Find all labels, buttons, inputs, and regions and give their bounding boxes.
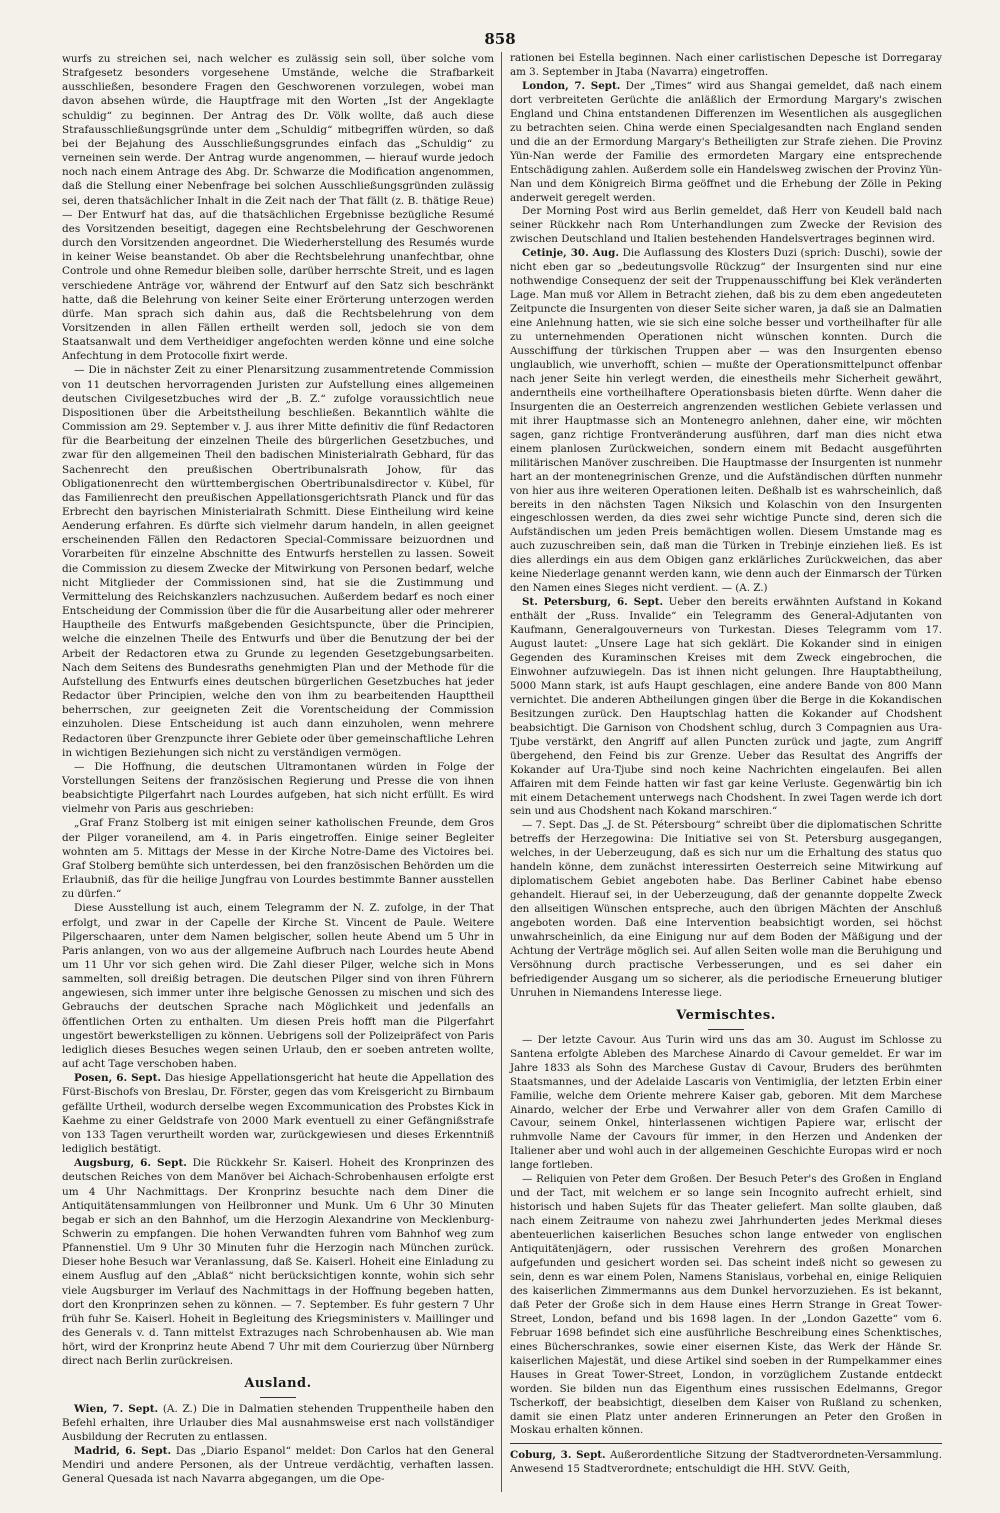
article-text: — Der letzte Cavour. Aus Turin wird uns das am 30. August im Schlosse zu Santena erfolgte Ableben des Marchese Ainardo di Cavour gemeldet. Er war im Jahre 1833 als Sohn des Marchese Gustav di Cavour, Bruders des berühmten Staatsmannes, und der Adelaide Lascaris von Ventimiglia, der letzten Erbin einer Familie, welche dem Oriente mehrere Kaiser gab, geboren. Mit dem Marchese Ainardo, welcher der Erbe und Verwahrer aller von dem Grafen Camillo di Cavour, seinem Onkel, hinterlassenen wichtigen Papiere war, erlischt der ruhmvolle Name der Cavours für immer, in den Herzen und Andenken der Italiener aber und wohl auch in der allgemeinen Geschichte Europas wird er noch lange fortleben. — [510, 1033, 942, 1172]
heading-rule — [260, 1397, 296, 1398]
article-paragraph — [62, 816, 494, 901]
vermischtes-article-list — [510, 1034, 942, 1439]
article-text: Die Rückkehr Sr. Kaiserl. Hoheit des Kronprinzen des deutschen Reiches von dem Manöver bei Aichach-Schrobenhausen erfolgte erst um 4 Uhr Nachmittags. Der Kronprinz besuchte nach dem Diner die Antiquitätensammlungen von Heilbronner und Munk. Um 6 Uhr 30 Minuten begab er sich an den Bahnhof, um die Herzogin Alexandrine von Mecklenburg-Schwerin zu empfangen. Die hohen Verwandten fuhren vom Bahnhof weg zum Pfannenstiel. Um 9 Uhr 30 Minuten fuhr die Herzogin nach München zurück. Dieser hohe Besuch war Veranlassung, daß Se. Kaiserl. Hoheit eine Einladung zu einem Ausflug auf den „Ablaß“ nicht berücksichtigen konnte, wohin sich sehr viele Augsburger im Verlauf des Nachmittags in der Hoffnung begeben hatten, dort den Kronprinzen sehen zu können. — 7. September. Es fuhr gestern 7 Uhr früh fuhr Se. Kaiserl. Hoheit in Begleitung des Kriegsministers v. Maillinger und des Generals v. d. Tann mittelst Extrazuges nach Schrobenhausen ab. Wie man hört, wird der Kronprinz heute Abend 7 Uhr mit dem Courierzug über Nürnberg direct nach Berlin zurückreisen. — [62, 1157, 494, 1368]
article-text: — Reliquien von Peter dem Großen. Der Besuch Peter's des Großen in England und der Tact, mit welchem er so lange sein Incognito aufrecht erhielt, sind historisch und haben Sujets für das Theater geliefert. Man sollte glauben, daß nach einem Zeitraume von nahezu zwei Jahrhunderten jedes Merkmal dieses abenteuerlichen kaiserlichen Besuches schon lange entweder von englischen Antiquitätenjägern, oder russischen Verehrern des großen Monarchen aufgefunden und gesichert worden sei. Das scheint indeß nicht so gewesen zu sein, denn es war einem Polen, Namens Stanislaus, vorbehal en, einige Reliquien des kaiserlichen Zimmermanns aus dem Dunkel hervorzuziehen. Es ist bekannt, daß Peter der Große sich in dem Hause eines Herrn Strange in Great Tower-Street, London, befand und bis 1698 lagen. In der „London Gazette“ vom 6. Februar 1698 befindet sich eine ausführliche Beschreibung eines Schenktisches, eines Bücherschrankes, sowie einer eisernen Kiste, das Werk der Hände Sr. kaiserlichen Majestät, und diese Artikel sind soeben in der Rumpelkammer eines Hauses in Great Tower-Street, London, in vorzüglichem Zustande entdeckt worden. Sie bilden nun das Eigenthum eines russischen Edelmanns, Gregor Tscherkoff, der beabsichtigt, dieselben dem Kaiser von Rußland zu schenken, damit sie einen Platz unter anderen Erinnerungen an Peter den Großen in Moskau erhalten können. — [510, 1173, 942, 1437]
article-paragraph — [62, 1402, 494, 1444]
dateline: Madrid, 6. Sept. — [74, 1445, 172, 1458]
article-text: Der „Times“ wird aus Shangai gemeldet, daß nach einem dort verbreiteten Gerüchte die anläßlich der Ermordung Margary's zwischen England und China entstandenen Differenzen im Wesentlichen als ausgeglichen zu betrachten seien. China werde einen Specialgesandten nach England senden und die an der Ermordung Margary's Betheiligten zur Strafe ziehen. Die Provinz Yün-Nan werde der Familie des ermordeten Margary eine entsprechende Entschädigung zahlen. Außerdem solle ein Handelsweg zwischen der Provinz Yün-Nan und dem Königreich Birma geöffnet und die Erhebung der Zölle in Peking anderweit geregelt werden. — [510, 79, 942, 204]
right-article-list — [510, 52, 942, 1001]
article-paragraph — [62, 760, 494, 817]
article-paragraph — [510, 80, 942, 206]
dateline: London, 7. Sept. — [522, 79, 621, 92]
heading-rule — [708, 1029, 744, 1030]
article-text: rationen bei Estella beginnen. Nach einer carlistischen Depesche ist Dorregaray am 3. September in Jtaba (Navarra) eingetroffen. — [510, 52, 942, 78]
article-text: Ueber den bereits erwähnten Aufstand in Kokand enthält der „Russ. Invalide“ ein Telegramm des General-Adjutanten von Kaufmann, Generalgouverneurs von Turkestan. Dieses Telegramm vom 17. August lautet: „Unsere Lage hat sich geklärt. Die Kokander sind in einigen Gegenden des Kuraminschen Kreises mit dem Zweck eingebrochen, die Einwohner aufzuwiegeln. Das ist ihnen nicht gelungen. Ihre Hauptabtheilung, 5000 Mann stark, ist aufs Haupt geschlagen, eine andere Bande von 800 Mann vernichtet. Die anderen Abtheilungen gingen über die Berge in die Kokandischen Besitzungen zurück. Den Hauptschlag hatten die Kokander auf Chodshent beabsichtigt. Die Garnison von Chodshent schlug, durch 3 Compagnien aus Ura-Tjube verstärkt, den Angriff auf allen Puncten zurück und jagte, zum Angriff übergehend, den Feind bis zur Grenze. Ueber das Resultat des Angriffs der Kokander auf Ura-Tjube sind noch keine Nachrichten eingelaufen. Bei allen Affairen mit dem Feinde hatten wir fast gar keine Verluste. Gegenwärtig bin ich mit einem Detachement unterwegs nach Chodshent. In zwei Tagen werde ich dort sein und aus Chodshent nach Kokand marschiren.“ — [510, 596, 942, 818]
article-paragraph — [62, 1156, 494, 1368]
separator-rule — [510, 1443, 942, 1444]
column-divider — [501, 52, 502, 1492]
article-text: Die Auflassung des Klosters Duzi (sprich: Duschi), sowie der nicht eben gar so „bedeutungsvolle Rückzug“ der Insurgenten sind nur eine nothwendige Consequenz der seit der Truppenausschiffung bei Klek veränderten Lage. Man muß vor Allem in Betracht ziehen, daß bis zu dem eben angedeuteten Zeitpuncte die Insurgenten von dieser Seite sicher waren, ja daß sie an Dalmatien eine Anlehnung hatten, wie sie sich eine solche besser und vortheilhafter für alle zu unternehmenden Operationen nicht wünschen konnten. Durch die Ausschiffung der türkischen Truppen aber — was den Insurgenten ebenso unglaublich, wie unverhofft, schien — mußte der Operationsmittelpunct offenbar nach jener Seite hin verlegt werden, die einestheils mehr Sicherheit gewährt, anderntheils eine vortheilhaftere Operationsbasis bieten dürfte. Wenn daher die Insurgenten die an Oesterreich angrenzenden westlichen Gebiete verlassen und mit ihrer Hauptmasse sich an Montenegro anlehnen, daher eine, wir möchten sagen, ganz richtige Frontveränderung ausführen, darf man dies nicht etwa einem planlosen Zurückweichen, sondern einem mit Bedacht ausgeführten militärischen Manöver zuschreiben. Die Hauptmasse der Insurgenten ist nunmehr hart an der montenegrinischen Grenze, und die Aufständischen dürften nunmehr von hier aus ihre weiteren Operationen leiten. Deßhalb ist es wahrscheinlich, daß bereits in den nächsten Tagen Niksich und Kolaschin von den Insurgenten eingeschlossen werden, da dies zwei sehr wichtige Puncte sind, deren sich die Aufständischen um jeden Preis bemächtigen wollen. Diesem Umstande mag es auch zuzuschreiben sein, daß man die Türken in Trebinje einziehen ließ. Es ist dies allerdings ein aus dem Obigen ganz erklärliches Zurückweichen, das aber keine Niederlage genannt werden kann, wie denn auch der Einmarsch der Türken den Namen eines Sieges nicht verdient. — (A. Z.) — [510, 247, 942, 595]
section-heading-vermischtes: Vermischtes. — [676, 1007, 776, 1023]
section-heading-ausland: Ausland. — [244, 1375, 312, 1391]
article-text: wurfs zu streichen sei, nach welcher es zulässig sein soll, über solche vom Strafgesetz besonders vorgesehene Umstände, welche die Strafbarkeit ausschließen, besondere Fragen den Geschworenen vorzulegen, wobei man davon absehen würde, die Hauptfrage mit den Worten „Ist der Angeklagte schuldig“ zu beginnen. Der Antrag des Dr. Völk wollte, daß auch diese Strafausschließungsgründe unter dem „Schuldig“ mitbegriffen würden, so daß bei der Bejahung des Ausschließungsgrundes einfach das „Schuldig“ zu verneinen sein werde. Der Antrag wurde angenommen, — hierauf wurde jedoch noch nach einem Antrage des Abg. Dr. Schwarze die Modification angenommen, daß die Stellung einer Nebenfrage bei solchen Ausschließungsgründen zulässig sei, deren thatsächlicher Inhalt in die Zeit nach der That fällt (z. B. thätige Reue) — Der Entwurf hat das, auf die thatsächlichen Ergebnisse bezügliche Resumé des Vorsitzenden beseitigt, dagegen eine Rechtsbelehrung der Geschworenen durch den Vorsitzenden angeordnet. Die Wiederherstellung des Resumés wurde in keiner Weise beanstandet. Ob aber die Rechtsbelehrung unanfechtbar, ohne Controle und ohne Remedur bleiben solle, darüber herrschte Streit, und es lagen verschiedene Anträge vor, während der Entwurf auf den Satz sich beschränkt hatte, daß die Belehrung von keiner Seite einer Erörterung unterzogen werden dürfe. Man sprach sich dahin aus, daß die Rechtsbelehrung von dem Vorsitzenden in allen Fällen ertheilt werden soll, jedoch sie von dem Staatsanwalt und dem Vertheidiger angefochten werden könne und eine solche Anfechtung in dem Protocolle fixirt werde. — [62, 53, 494, 363]
article-text: Der Morning Post wird aus Berlin gemeldet, daß Herr von Keudell bald nach seiner Rückkehr nach Rom Unterhandlungen zum Zwecke der Revision des zwischen Deutschland und Italien bestehenden Handelsvertrages beginnen wird. — [510, 205, 942, 246]
coburg-article — [510, 1449, 942, 1477]
article-paragraph — [510, 205, 942, 247]
article-paragraph — [510, 596, 942, 819]
article-text: Das hiesige Appellationsgericht hat heute die Appellation des Fürst-Bischofs von Breslau, Dr. Förster, gegen das vom Kreisgericht zu Birnbaum gefällte Urtheil, wodurch derselbe wegen Excommunication des Probstes Kick in Kaehme zu einer Geldstrafe von 2000 Mark eventuell zu einer Gefängnißstrafe von 133 Tagen verurtheilt worden war, zurückgewiesen und dieses Erkenntniß lediglich bestätigt. — [62, 1072, 494, 1156]
left-column — [62, 52, 494, 1487]
article-paragraph — [510, 247, 942, 596]
article-paragraph — [62, 363, 494, 759]
left-article-list — [62, 52, 494, 1369]
page-number: 858 — [484, 30, 516, 48]
article-paragraph — [62, 52, 494, 363]
dateline: Cetinje, 30. Aug. — [522, 247, 619, 260]
article-text: — Die Hoffnung, die deutschen Ultramontanen würden in Folge der Vorstellungen Seitens der französischen Regierung und Presse die von ihnen beabsichtigte Pilgerfahrt nach Lourdes aufgeben, hat sich nicht erfüllt. Es wird vielmehr von Paris aus geschrieben: — [62, 760, 494, 816]
article-paragraph — [62, 1444, 494, 1486]
dateline: St. Petersburg, 6. Sept. — [522, 596, 664, 609]
article-paragraph — [510, 1173, 942, 1438]
article-text: Diese Ausstellung ist auch, einem Telegramm der N. Z. zufolge, in der That erfolgt, und zwar in der Capelle der Kirche St. Vincent de Paule. Weitere Pilgerschaaren, unter dem Namen belgischer, sollen heute Abend um 5 Uhr in Paris anlangen, von wo aus der allgemeine Aufbruch nach Lourdes heute Abend um 11 Uhr vor sich gehen wird. Die Zahl dieser Pilger, welche sich in Mons sammelten, soll dreißig betragen. Die deutschen Pilger sind von ihren Führern angewiesen, sich immer unter ihre belgische Genossen zu mischen und sich des Gebrauchs der deutschen Sprache nach Möglichkeit und jedenfalls an öffentlichen Orten zu enthalten. Um diesen Preis hofft man die Pilgerfahrt ungestört bewerkstelligen zu können. Uebrigens soll der Polizeipräfect von Paris lediglich dieses Besuches wegen seinen Urlaub, den er soeben antreten wollte, auf acht Tage verschoben haben. — [62, 902, 494, 1071]
right-column — [510, 52, 942, 1477]
article-paragraph — [510, 1034, 942, 1174]
dateline: Coburg, 3. Sept. — [510, 1449, 606, 1462]
article-text: „Graf Franz Stolberg ist mit einigen seiner katholischen Freunde, dem Gros der Pilger voraneilend, am 4. in Paris eingetroffen. Einige seiner Begleiter wohnten am 5. Mittags der Messe in der Kirche Notre-Dame des Victoires bei. Graf Stolberg bemühte sich unterdessen, bei den französischen Behörden um die Erlaubniß, das für die heilige Jungfrau von Lourdes bestimmte Banner ausstellen zu dürfen.“ — [62, 817, 494, 901]
article-paragraph — [510, 52, 942, 80]
article-text: Außerordentliche Sitzung der Stadtverordneten-Versammlung. Anwesend 15 Stadtverordnete; entschuldigt die HH. StVV. Geith, — [510, 1449, 942, 1476]
ausland-article-list — [62, 1402, 494, 1487]
article-text: — 7. Sept. Das „J. de St. Pétersbourg“ schreibt über die diplomatischen Schritte betreffs der Herzegowina: Die Initiative sei von St. Petersburg ausgegangen, welches, in der Ueberzeugung, daß es sich nur um die Erhaltung des status quo handeln könne, dem zunächst interessirten Oesterreich seine Mitwirkung auf diplomatischem Gebiet angeboten habe. Das Berliner Cabinet habe ebenso gehandelt. Hierauf sei, in der Ueberzeugung, daß der genannte doppelte Zweck den allseitigen Wünschen entspreche, auch den übrigen Mächten der Anschluß angeboten worden. Daß eine Intervention beabsichtigt worden, sei höchst unwahrscheinlich, da eine Einigung nur auf dem Boden der Mäßigung und der Achtung der Verträge möglich sei. Auf allen Seiten wolle man die Beruhigung und Versöhnung durch practische Verbesserungen, und es sei daher ein befriedigender Ausgang um so sicherer, als die periodische Erneuerung blutiger Unruhen in Niemandens Interesse liege. — [510, 819, 942, 999]
article-paragraph — [62, 901, 494, 1071]
article-paragraph — [62, 1071, 494, 1156]
article-text: Das „Diario Espanol“ meldet: Don Carlos hat den General Mendiri und andere Personen, als der Untreue verdächtig, verhaften lassen. General Quesada ist nach Navarra abgegangen, um die Ope- — [62, 1445, 494, 1486]
article-text: — Die in nächster Zeit zu einer Plenarsitzung zusammentretende Commission von 11 deutschen hervorragenden Juristen zur Aufstellung eines allgemeinen deutschen Civilgesetzbuches wird der „B. Z.“ zufolge voraussichtlich neue Dispositionen über die Arbeitstheilung beschließen. Bekanntlich wählte die Commission am 29. September v. J. aus ihrer Mitte definitiv die fünf Redactoren für die Bearbeitung der einzelnen Theile des bürgerlichen Gesetzbuches, und zwar für den allgemeinen Theil den badischen Ministerialrath Gebhard, für das Sachenrecht den preußischen Obertribunalsrath Johow, für das Obligationenrecht den württembergischen Obertribunalsdirector v. Kübel, für das Familienrecht den preußischen Appellationsgerichtsrath Planck und für das Erbrecht den bayrischen Ministerialrath Schmitt. Diese Eintheilung wird keine Aenderung erfahren. Es dürfte sich vielmehr darum handeln, in allen geeignet erscheinenden Fällen den Redactoren Special-Commissare beizuordnen und Vorarbeiten für einzelne Abschnitte des Entwurfs herstellen zu lassen. Soweit die Commission zu diesem Zwecke der Mitwirkung von Personen bedarf, welche nicht Mitglieder der Commissionen sind, hat sie die Zustimmung und Vermittelung des Reichskanzlers nachzusuchen. Außerdem bedarf es noch einer Entscheidung der Commission über die für die Ausarbeitung aller oder mehrerer Hauptheile des Entwurfs maßgebenden Gesichtspuncte, über die Principien, welche die einzelnen Theile des Entwurfs und über die Benutzung der bei der Arbeit der Redactoren etwa zu Grunde zu legenden Gesetzgebungsarbeiten. Nach dem Seitens des Bundesraths genehmigten Plan und der Methode für die Aufstellung des Entwurfs eines deutschen bürgerlichen Gesetzbuches hat jeder Redactor über Principien, welche den von ihm zu bearbeitenden Haupttheil beherrschen, zur geeigneten Zeit die Vorentscheidung der Commission einzuholen. Diese Entscheidung ist auch dann einzuholen, wenn mehrere Redactoren über Grenzpuncte ihrer Gebiete oder über gemeinschaftliche Lehren in wichtigen Beziehungen sich nicht zu verständigen vermögen. — [62, 364, 494, 759]
dateline: Posen, 6. Sept. — [74, 1072, 162, 1085]
dateline: Augsburg, 6. Sept. — [74, 1157, 187, 1170]
article-paragraph — [510, 819, 942, 1000]
dateline: Wien, 7. Sept. — [74, 1402, 159, 1415]
article-text: (A. Z.) Die in Dalmatien stehenden Truppentheile haben den Befehl erhalten, ihre Urlauber dies Mal ausnahmsweise erst nach vollständiger Ausbildung der Recruten zu entlassen. — [62, 1402, 494, 1443]
